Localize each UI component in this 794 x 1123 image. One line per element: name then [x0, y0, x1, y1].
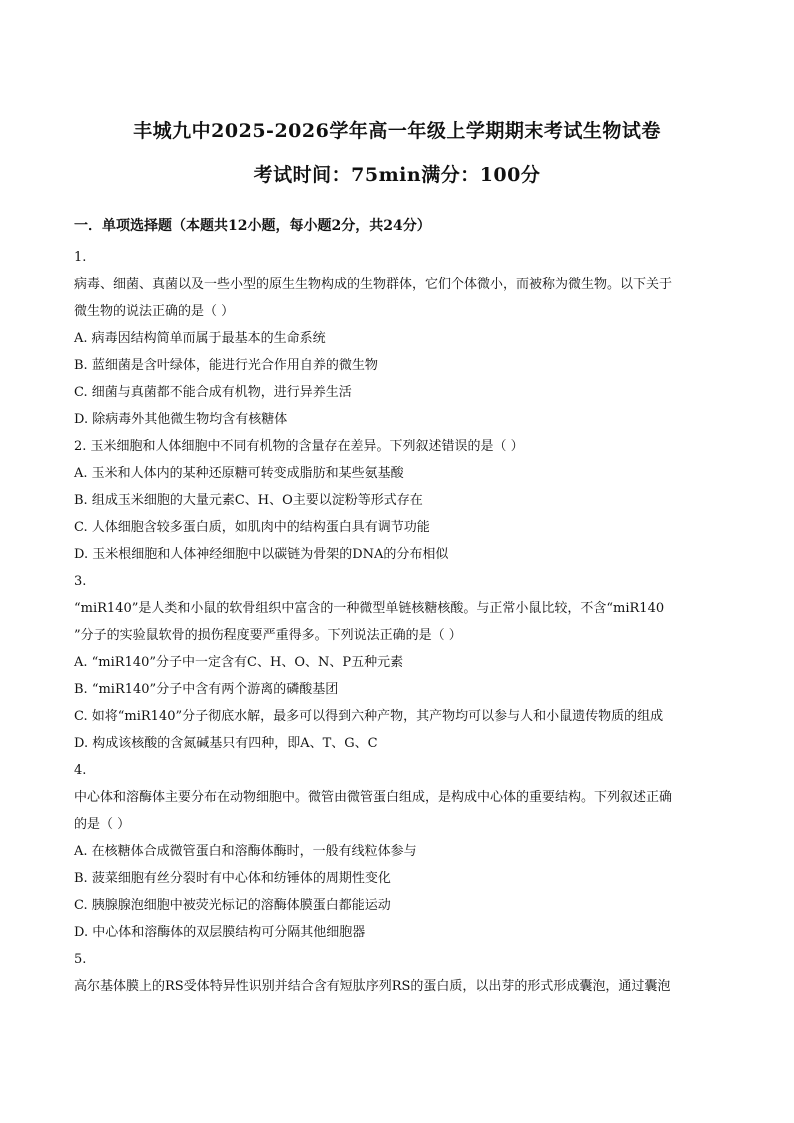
option-c: C. 人体细胞含较多蛋白质，如肌肉中的结构蛋白具有调节功能 — [74, 520, 430, 535]
question-stem-line: 2. 玉米细胞和人体细胞中不同有机物的含量存在差异。下列叙述错误的是（ ） — [74, 439, 524, 454]
question-stem-line: 中心体和溶酶体主要分布在动物细胞中。微管由微管蛋白组成，是构成中心体的重要结构。下列叙述正确 — [74, 790, 673, 805]
section-title: 一．单项选择题（本题共12小题，每小题2分，共24分） — [74, 218, 431, 234]
option-a: A. 病毒因结构简单而属于最基本的生命系统 — [74, 331, 326, 346]
question-stem-line: 高尔基体膜上的RS受体特异性识别并结合含有短肽序列RS的蛋白质，以出芽的形式形成囊泡，通过囊泡 — [74, 979, 671, 994]
option-d: D. 除病毒外其他微生物均含有核糖体 — [74, 412, 288, 427]
question-number: 4. — [74, 763, 87, 778]
option-b: B. 菠菜细胞有丝分裂时有中心体和纺锤体的周期性变化 — [74, 871, 391, 886]
option-a: A. 在核糖体合成微管蛋白和溶酶体酶时，一般有线粒体参与 — [74, 844, 417, 859]
question-stem-line: 病毒、细菌、真菌以及一些小型的原生生物构成的生物群体，它们个体微小，而被称为微生物。以下关于 — [74, 277, 673, 292]
option-b: B. 组成玉米细胞的大量元素C、H、O主要以淀粉等形式存在 — [74, 493, 423, 508]
option-c: C. 如将“miR140”分子彻底水解，最多可以得到六种产物，其产物均可以参与人和小鼠遗传物质的组成 — [74, 709, 664, 724]
question-number: 1. — [74, 250, 87, 265]
exam-title: 丰城九中2025-2026学年高一年级上学期期末考试生物试卷 — [133, 120, 661, 142]
option-a: A. 玉米和人体内的某种还原糖可转变成脂肪和某些氨基酸 — [74, 466, 404, 481]
question-stem-line: 微生物的说法正确的是（ ） — [74, 304, 235, 319]
question-number: 5. — [74, 952, 87, 967]
option-a: A. “miR140”分子中一定含有C、H、O、N、P五种元素 — [74, 655, 404, 670]
exam-subtitle: 考试时间：75min满分：100分 — [253, 164, 541, 186]
question-number: 3. — [74, 574, 87, 589]
question-stem-line: “miR140”是人类和小鼠的软骨组织中富含的一种微型单链核糖核酸。与正常小鼠比较，不含“miR140 — [74, 601, 665, 616]
option-c: C. 胰腺腺泡细胞中被荧光标记的溶酶体膜蛋白都能运动 — [74, 898, 391, 913]
question-stem-line: 的是（ ） — [74, 817, 131, 832]
question-stem-line: ”分子的实验鼠软骨的损伤程度要严重得多。下列说法正确的是（ ） — [74, 628, 462, 643]
option-c: C. 细菌与真菌都不能合成有机物，进行异养生活 — [74, 385, 352, 400]
option-d: D. 玉米根细胞和人体神经细胞中以碳链为骨架的DNA的分布相似 — [74, 547, 449, 562]
option-d: D. 构成该核酸的含氮碱基只有四种，即A、T、G、C — [74, 736, 378, 751]
option-d: D. 中心体和溶酶体的双层膜结构可分隔其他细胞器 — [74, 925, 366, 940]
option-b: B. “miR140”分子中含有两个游离的磷酸基团 — [74, 682, 339, 697]
option-b: B. 蓝细菌是含叶绿体，能进行光合作用自养的微生物 — [74, 358, 378, 373]
